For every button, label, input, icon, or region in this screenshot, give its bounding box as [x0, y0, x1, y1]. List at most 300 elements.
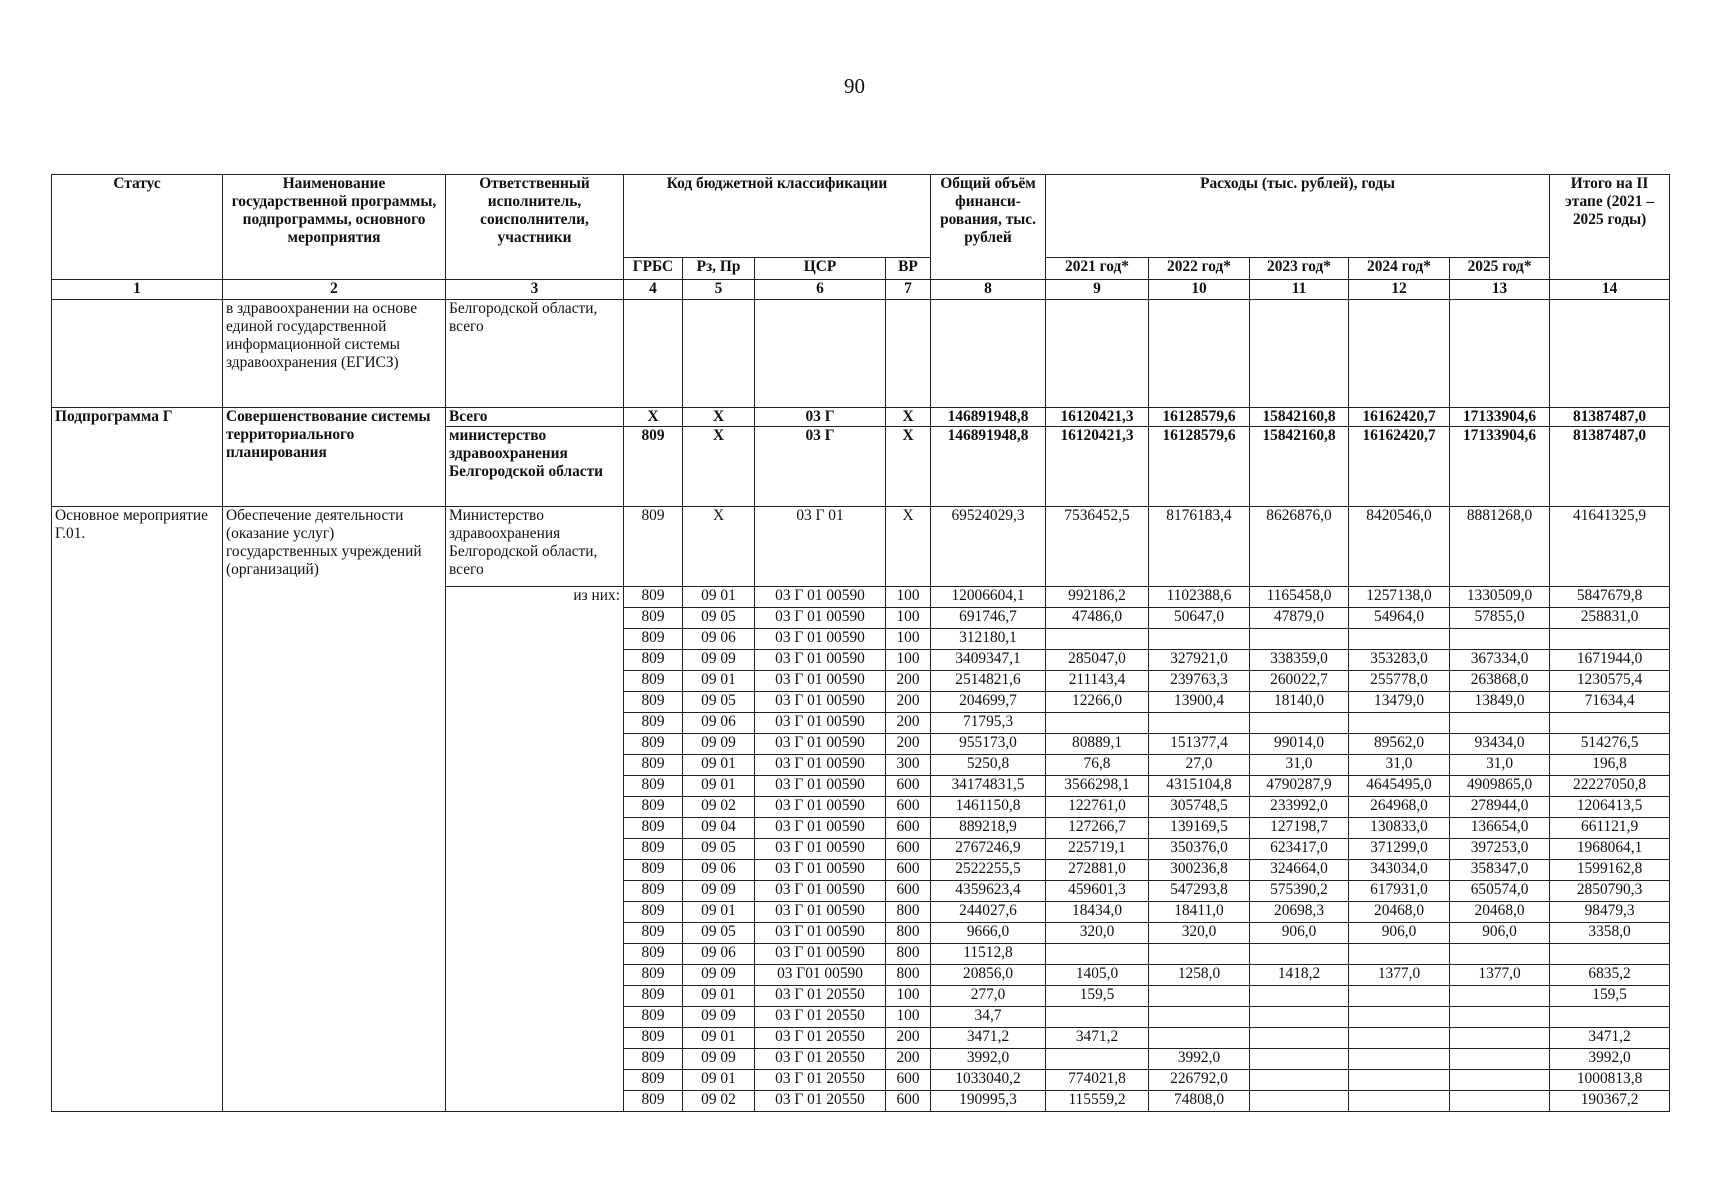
- cell-csr: 03 Г 01 00590: [755, 755, 886, 776]
- cell-total: 20856,0: [931, 965, 1046, 986]
- cell-2025: 278944,0: [1450, 797, 1550, 818]
- header-responsible: Ответственный исполнитель, соисполнители, участники: [446, 175, 624, 280]
- cell-total: 1033040,2: [931, 1070, 1046, 1091]
- cell-2024: 353283,0: [1349, 650, 1450, 671]
- cell-2024: 4645495,0: [1349, 776, 1450, 797]
- cell-rzpr: 09 02: [683, 1091, 755, 1112]
- cell-2023: [1250, 986, 1349, 1007]
- cell-2023: 8626876,0: [1250, 507, 1349, 587]
- header-2025: 2025 год*: [1450, 258, 1550, 280]
- column-number: 4: [624, 280, 683, 300]
- cell-grbs: 809: [624, 427, 683, 507]
- cell-total: 71795,3: [931, 713, 1046, 734]
- cell-2023: 4790287,9: [1250, 776, 1349, 797]
- cell-2021: 211143,4: [1046, 671, 1149, 692]
- cell-csr: 03 Г 01 20550: [755, 1007, 886, 1028]
- cell-total: 5250,8: [931, 755, 1046, 776]
- cell-2024: 13479,0: [1349, 692, 1450, 713]
- cell-2023: [1250, 1091, 1349, 1112]
- cell-2022: 239763,3: [1149, 671, 1250, 692]
- column-number: 10: [1149, 280, 1250, 300]
- cell-2021: 159,5: [1046, 986, 1149, 1007]
- cell-csr: 03 Г 01 00590: [755, 671, 886, 692]
- cell-stage: [1550, 1007, 1670, 1028]
- cell-stage: 3471,2: [1550, 1028, 1670, 1049]
- cell-total: 1461150,8: [931, 797, 1046, 818]
- cell-2021: 459601,3: [1046, 881, 1149, 902]
- cell-2023: 1165458,0: [1250, 587, 1349, 608]
- cell-stage: 81387487,0: [1550, 408, 1670, 427]
- cell-2023: 623417,0: [1250, 839, 1349, 860]
- column-number: 5: [683, 280, 755, 300]
- cell-2025: 4909865,0: [1450, 776, 1550, 797]
- cell-csr: 03 Г 01 00590: [755, 902, 886, 923]
- cell-stage: 1206413,5: [1550, 797, 1670, 818]
- cell-rzpr: 09 09: [683, 734, 755, 755]
- of-which-label: из них:: [446, 587, 624, 1112]
- cell-2024: [1349, 986, 1450, 1007]
- cell-grbs: 809: [624, 587, 683, 608]
- table-row-subprogram-total: [52, 408, 1670, 427]
- cell-total: 312180,1: [931, 629, 1046, 650]
- cell-vr: 600: [886, 818, 931, 839]
- cell-rzpr: Х: [683, 427, 755, 507]
- cell-2023: 906,0: [1250, 923, 1349, 944]
- cell-total: 889218,9: [931, 818, 1046, 839]
- cell-2021: 3566298,1: [1046, 776, 1149, 797]
- cell-total: 4359623,4: [931, 881, 1046, 902]
- cell-grbs: 809: [624, 776, 683, 797]
- cell-2021: 80889,1: [1046, 734, 1149, 755]
- cell-total: 146891948,8: [931, 427, 1046, 507]
- cell-2022: 74808,0: [1149, 1091, 1250, 1112]
- cell-grbs: 809: [624, 881, 683, 902]
- status-cell: [52, 300, 223, 408]
- cell-vr: 600: [886, 881, 931, 902]
- cell-vr: 800: [886, 944, 931, 965]
- cell-2022: [1149, 1028, 1250, 1049]
- cell-2024: 371299,0: [1349, 839, 1450, 860]
- cell-stage: [1550, 944, 1670, 965]
- cell-rzpr: 09 05: [683, 608, 755, 629]
- header-2024: 2024 год*: [1349, 258, 1450, 280]
- cell-total: 12006604,1: [931, 587, 1046, 608]
- cell-2022: 327921,0: [1149, 650, 1250, 671]
- cell-total: 691746,7: [931, 608, 1046, 629]
- cell-2021: 47486,0: [1046, 608, 1149, 629]
- cell-2025: [1450, 629, 1550, 650]
- cell-csr: 03 Г 01 00590: [755, 881, 886, 902]
- cell-total: 146891948,8: [931, 408, 1046, 427]
- cell-csr: 03 Г 01 00590: [755, 734, 886, 755]
- cell-stage: 514276,5: [1550, 734, 1670, 755]
- cell-2023: 18140,0: [1250, 692, 1349, 713]
- cell-2024: 617931,0: [1349, 881, 1450, 902]
- cell-grbs: 809: [624, 986, 683, 1007]
- cell-2025: [1450, 713, 1550, 734]
- cell-stage: 1230575,4: [1550, 671, 1670, 692]
- column-number: 9: [1046, 280, 1149, 300]
- cell-csr: 03 Г 01 00590: [755, 839, 886, 860]
- cell-vr: 600: [886, 797, 931, 818]
- cell-csr: 03 Г 01 00590: [755, 629, 886, 650]
- cell-2024: 906,0: [1349, 923, 1450, 944]
- cell-2022: [1149, 1007, 1250, 1028]
- cell-2023: 47879,0: [1250, 608, 1349, 629]
- cell-2022: 139169,5: [1149, 818, 1250, 839]
- column-number: 8: [931, 280, 1046, 300]
- cell-2022: [1149, 713, 1250, 734]
- cell-grbs: 809: [624, 608, 683, 629]
- cell-2023: [1250, 1007, 1349, 1028]
- cell-2022: 16128579,6: [1149, 408, 1250, 427]
- cell-vr: 200: [886, 671, 931, 692]
- cell-rzpr: 09 09: [683, 881, 755, 902]
- cell-rzpr: 09 02: [683, 797, 755, 818]
- column-number: 7: [886, 280, 931, 300]
- cell-2021: 285047,0: [1046, 650, 1149, 671]
- cell-2023: 31,0: [1250, 755, 1349, 776]
- cell-csr: 03 Г01 00590: [755, 965, 886, 986]
- cell-grbs: 809: [624, 944, 683, 965]
- cell-2021: 272881,0: [1046, 860, 1149, 881]
- cell-2024: [1349, 1091, 1450, 1112]
- cell-2022: 16128579,6: [1149, 427, 1250, 507]
- cell-2021: 115559,2: [1046, 1091, 1149, 1112]
- cell-rzpr: 09 09: [683, 965, 755, 986]
- cell-2025: 906,0: [1450, 923, 1550, 944]
- header-2023: 2023 год*: [1250, 258, 1349, 280]
- cell-rzpr: 09 09: [683, 650, 755, 671]
- cell-2025: 1377,0: [1450, 965, 1550, 986]
- cell-2024: 264968,0: [1349, 797, 1450, 818]
- cell-rzpr: 09 01: [683, 671, 755, 692]
- cell-total: 34,7: [931, 1007, 1046, 1028]
- cell-csr: 03 Г 01 00590: [755, 818, 886, 839]
- continuation-responsible: Белгородской области, всего: [446, 300, 624, 408]
- cell-vr: Х: [886, 427, 931, 507]
- cell-csr: 03 Г 01 00590: [755, 692, 886, 713]
- header-status: Статус: [52, 175, 223, 280]
- cell-2025: [1450, 986, 1550, 1007]
- cell-vr: 200: [886, 734, 931, 755]
- cell-rzpr: 09 09: [683, 1007, 755, 1028]
- cell-grbs: 809: [624, 923, 683, 944]
- cell-rzpr: 09 05: [683, 923, 755, 944]
- cell-vr: 600: [886, 839, 931, 860]
- cell-stage: [1550, 713, 1670, 734]
- cell-rzpr: 09 09: [683, 1049, 755, 1070]
- cell-grbs: 809: [624, 671, 683, 692]
- cell-csr: 03 Г 01 00590: [755, 608, 886, 629]
- cell-2021: [1046, 1007, 1149, 1028]
- cell-stage: 661121,9: [1550, 818, 1670, 839]
- cell-vr: 600: [886, 1091, 931, 1112]
- cell-grbs: 809: [624, 860, 683, 881]
- subprogram-name: Совершенствование системы территориального планирования: [223, 408, 446, 507]
- cell-rzpr: 09 01: [683, 986, 755, 1007]
- cell-rzpr: 09 05: [683, 692, 755, 713]
- cell-2024: [1349, 1007, 1450, 1028]
- cell-vr: 200: [886, 692, 931, 713]
- cell-2022: 305748,5: [1149, 797, 1250, 818]
- cell-rzpr: 09 01: [683, 1070, 755, 1091]
- cell-2024: 31,0: [1349, 755, 1450, 776]
- header-expenses: Расходы (тыс. рублей), годы: [1046, 175, 1550, 258]
- cell-2021: 992186,2: [1046, 587, 1149, 608]
- cell-csr: 03 Г 01 00590: [755, 923, 886, 944]
- cell-csr: 03 Г 01 20550: [755, 986, 886, 1007]
- cell-grbs: 809: [624, 818, 683, 839]
- cell-2023: [1250, 944, 1349, 965]
- header-stage-total: Итого на II этапе (2021 – 2025 годы): [1550, 175, 1670, 280]
- cell-2021: [1046, 1049, 1149, 1070]
- cell-2022: 320,0: [1149, 923, 1250, 944]
- cell-2021: 1405,0: [1046, 965, 1149, 986]
- budget-table: [51, 174, 1670, 1112]
- cell-2022: 3992,0: [1149, 1049, 1250, 1070]
- cell-2021: 76,8: [1046, 755, 1149, 776]
- cell-2022: 226792,0: [1149, 1070, 1250, 1091]
- table-row-measure: [52, 507, 1670, 587]
- column-number: 2: [223, 280, 446, 300]
- cell-2021: 3471,2: [1046, 1028, 1149, 1049]
- cell-stage: 1000813,8: [1550, 1070, 1670, 1091]
- cell-rzpr: 09 04: [683, 818, 755, 839]
- column-number: 11: [1250, 280, 1349, 300]
- cell-2023: 99014,0: [1250, 734, 1349, 755]
- cell-stage: 3992,0: [1550, 1049, 1670, 1070]
- cell-stage: 1968064,1: [1550, 839, 1670, 860]
- cell-2021: 225719,1: [1046, 839, 1149, 860]
- cell-2023: 260022,7: [1250, 671, 1349, 692]
- cell-2024: 343034,0: [1349, 860, 1450, 881]
- cell-total: 11512,8: [931, 944, 1046, 965]
- cell-2022: 1102388,6: [1149, 587, 1250, 608]
- cell-stage: 98479,3: [1550, 902, 1670, 923]
- cell-2025: 93434,0: [1450, 734, 1550, 755]
- measure-responsible: Министерство здравоохранения Белгородской области, всего: [446, 507, 624, 587]
- cell-total: 244027,6: [931, 902, 1046, 923]
- header-vr: ВР: [886, 258, 931, 280]
- cell-2021: 127266,7: [1046, 818, 1149, 839]
- measure-name: Обеспечение деятельности (оказание услуг) государственных учреждений (организаций): [223, 507, 446, 1112]
- cell-stage: 196,8: [1550, 755, 1670, 776]
- cell-2024: 54964,0: [1349, 608, 1450, 629]
- cell-vr: 200: [886, 1028, 931, 1049]
- cell-total: 69524029,3: [931, 507, 1046, 587]
- cell-vr: 200: [886, 713, 931, 734]
- cell-2021: 16120421,3: [1046, 408, 1149, 427]
- cell-vr: 100: [886, 650, 931, 671]
- cell-rzpr: Х: [683, 408, 755, 427]
- cell-2021: 7536452,5: [1046, 507, 1149, 587]
- continuation-name: в здравоохранении на основе единой государственной информационной системы здравоохранения (ЕГИСЗ): [223, 300, 446, 408]
- cell-vr: Х: [886, 408, 931, 427]
- header-rzpr: Рз, Пр: [683, 258, 755, 280]
- cell-total: 3992,0: [931, 1049, 1046, 1070]
- cell-total: 277,0: [931, 986, 1046, 1007]
- cell-total: 204699,7: [931, 692, 1046, 713]
- cell-2024: 20468,0: [1349, 902, 1450, 923]
- cell-stage: 41641325,9: [1550, 507, 1670, 587]
- cell-stage: 3358,0: [1550, 923, 1670, 944]
- cell-rzpr: 09 06: [683, 860, 755, 881]
- cell-2021: 320,0: [1046, 923, 1149, 944]
- cell-stage: 71634,4: [1550, 692, 1670, 713]
- cell-grbs: 809: [624, 1007, 683, 1028]
- cell-vr: 600: [886, 860, 931, 881]
- cell-total: 955173,0: [931, 734, 1046, 755]
- cell-2024: [1349, 1049, 1450, 1070]
- cell-total: 2522255,5: [931, 860, 1046, 881]
- cell-2022: 547293,8: [1149, 881, 1250, 902]
- cell-2024: [1349, 1070, 1450, 1091]
- cell-2022: 1258,0: [1149, 965, 1250, 986]
- cell-grbs: 809: [624, 713, 683, 734]
- header-2022: 2022 год*: [1149, 258, 1250, 280]
- cell-vr: 100: [886, 1007, 931, 1028]
- cell-vr: 200: [886, 1049, 931, 1070]
- column-number: 3: [446, 280, 624, 300]
- cell-2021: 774021,8: [1046, 1070, 1149, 1091]
- cell-stage: 2850790,3: [1550, 881, 1670, 902]
- cell-2022: 18411,0: [1149, 902, 1250, 923]
- cell-rzpr: Х: [683, 507, 755, 587]
- cell-rzpr: 09 01: [683, 1028, 755, 1049]
- table-body: [52, 300, 1670, 1112]
- header-name: Наименование государственной программы, подпрограммы, основного мероприятия: [223, 175, 446, 280]
- cell-rzpr: 09 06: [683, 629, 755, 650]
- cell-2025: 17133904,6: [1450, 427, 1550, 507]
- cell-grbs: 809: [624, 629, 683, 650]
- cell-grbs: 809: [624, 1091, 683, 1112]
- cell-csr: 03 Г: [755, 408, 886, 427]
- cell-2022: 50647,0: [1149, 608, 1250, 629]
- cell-2025: 358347,0: [1450, 860, 1550, 881]
- cell-vr: 100: [886, 608, 931, 629]
- cell-csr: 03 Г 01 00590: [755, 650, 886, 671]
- cell-csr: 03 Г 01 20550: [755, 1028, 886, 1049]
- cell-rzpr: 09 01: [683, 587, 755, 608]
- cell-2024: 1257138,0: [1349, 587, 1450, 608]
- cell-rzpr: 09 06: [683, 944, 755, 965]
- cell-2021: 18434,0: [1046, 902, 1149, 923]
- row-responsible: министерство здравоохранения Белгородской области: [446, 427, 624, 507]
- cell-rzpr: 09 06: [683, 713, 755, 734]
- cell-2024: 16162420,7: [1349, 427, 1450, 507]
- column-number: 14: [1550, 280, 1670, 300]
- cell-vr: 100: [886, 587, 931, 608]
- cell-vr: Х: [886, 507, 931, 587]
- cell-grbs: 809: [624, 797, 683, 818]
- cell-2025: [1450, 1070, 1550, 1091]
- cell-total: 3409347,1: [931, 650, 1046, 671]
- cell-2025: 31,0: [1450, 755, 1550, 776]
- cell-csr: 03 Г 01 00590: [755, 797, 886, 818]
- cell-total: 2767246,9: [931, 839, 1046, 860]
- cell-total: 2514821,6: [931, 671, 1046, 692]
- cell-total: 34174831,5: [931, 776, 1046, 797]
- cell-2025: [1450, 1091, 1550, 1112]
- cell-2025: 650574,0: [1450, 881, 1550, 902]
- header-grbs: ГРБС: [624, 258, 683, 280]
- cell-2022: [1149, 986, 1250, 1007]
- cell-csr: 03 Г 01 20550: [755, 1091, 886, 1112]
- cell-vr: 300: [886, 755, 931, 776]
- cell-2021: [1046, 713, 1149, 734]
- cell-2024: [1349, 629, 1450, 650]
- cell-2022: [1149, 944, 1250, 965]
- cell-stage: [1550, 629, 1670, 650]
- cell-2023: 575390,2: [1250, 881, 1349, 902]
- cell-csr: 03 Г 01 00590: [755, 713, 886, 734]
- header-kbk: Код бюджетной классификации: [624, 175, 931, 258]
- cell-vr: 100: [886, 986, 931, 1007]
- cell-grbs: 809: [624, 692, 683, 713]
- cell-2025: 136654,0: [1450, 818, 1550, 839]
- cell-2023: 20698,3: [1250, 902, 1349, 923]
- table-row-continuation: [52, 300, 1670, 408]
- cell-vr: 800: [886, 923, 931, 944]
- cell-2024: [1349, 1028, 1450, 1049]
- cell-2023: [1250, 1028, 1349, 1049]
- column-number: 6: [755, 280, 886, 300]
- cell-2025: 17133904,6: [1450, 408, 1550, 427]
- cell-2023: 15842160,8: [1250, 408, 1349, 427]
- header-total: Общий объём финанси-рования, тыс. рублей: [931, 175, 1046, 280]
- cell-2022: [1149, 629, 1250, 650]
- cell-2025: [1450, 1007, 1550, 1028]
- cell-2023: [1250, 1070, 1349, 1091]
- cell-vr: 600: [886, 776, 931, 797]
- cell-2023: 15842160,8: [1250, 427, 1349, 507]
- cell-2024: 255778,0: [1349, 671, 1450, 692]
- cell-2023: 1418,2: [1250, 965, 1349, 986]
- cell-csr: 03 Г 01 00590: [755, 776, 886, 797]
- cell-2023: 324664,0: [1250, 860, 1349, 881]
- cell-2022: 350376,0: [1149, 839, 1250, 860]
- table-header: [52, 175, 1670, 300]
- cell-vr: 100: [886, 629, 931, 650]
- column-number: 1: [52, 280, 223, 300]
- header-csr: ЦСР: [755, 258, 886, 280]
- cell-2022: 300236,8: [1149, 860, 1250, 881]
- cell-grbs: 809: [624, 1070, 683, 1091]
- cell-2024: 1377,0: [1349, 965, 1450, 986]
- column-number: 12: [1349, 280, 1450, 300]
- cell-2025: 13849,0: [1450, 692, 1550, 713]
- cell-csr: 03 Г: [755, 427, 886, 507]
- cell-stage: 81387487,0: [1550, 427, 1670, 507]
- cell-grbs: 809: [624, 734, 683, 755]
- cell-2025: 1330509,0: [1450, 587, 1550, 608]
- cell-2025: [1450, 944, 1550, 965]
- cell-grbs: 809: [624, 1028, 683, 1049]
- cell-grbs: Х: [624, 408, 683, 427]
- cell-total: 9666,0: [931, 923, 1046, 944]
- cell-stage: 1671944,0: [1550, 650, 1670, 671]
- cell-rzpr: 09 01: [683, 755, 755, 776]
- cell-grbs: 809: [624, 902, 683, 923]
- page-number: 90: [844, 74, 865, 98]
- cell-csr: 03 Г 01 00590: [755, 587, 886, 608]
- cell-2025: 8881268,0: [1450, 507, 1550, 587]
- cell-stage: 258831,0: [1550, 608, 1670, 629]
- cell-grbs: 809: [624, 650, 683, 671]
- cell-stage: 190367,2: [1550, 1091, 1670, 1112]
- cell-2024: [1349, 944, 1450, 965]
